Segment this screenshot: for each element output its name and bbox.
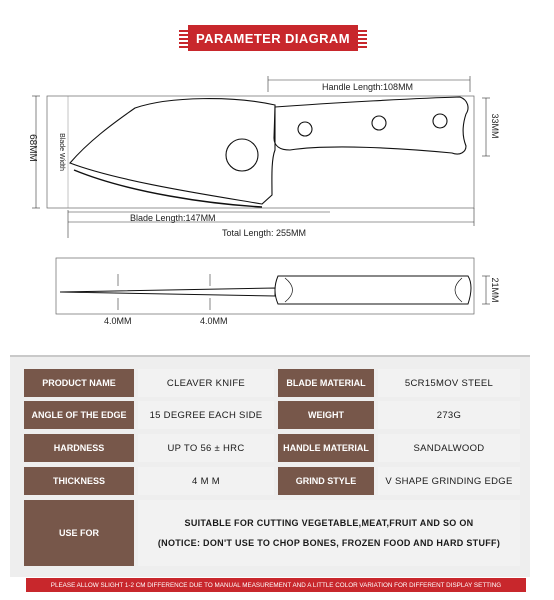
blade-length-label: Blade Length:147MM: [130, 213, 216, 223]
handle-thickness-label: 21MM: [490, 277, 500, 303]
use-for-label: USE FOR: [24, 500, 134, 566]
spine-thickness-label-2: 4.0MM: [200, 316, 228, 326]
use-for-line-1: SUITABLE FOR CUTTING VEGETABLE,MEAT,FRUIT AND SO ON: [184, 518, 474, 528]
blade-outline: [70, 99, 275, 204]
handle-rivet-1: [298, 122, 312, 136]
spec-label: PRODUCT NAME: [24, 369, 134, 397]
spec-value: 15 DEGREE EACH SIDE: [138, 401, 274, 429]
use-for-description: [138, 500, 520, 566]
handle-rivet-3: [433, 114, 447, 128]
blade-width-label: Blade Width: [58, 133, 65, 171]
top-view-frame: [56, 258, 474, 314]
spine-thickness-label-1: 4.0MM: [104, 316, 132, 326]
top-handle-outline: [275, 276, 471, 304]
blade-edge-line: [74, 170, 262, 207]
spec-value: 5CR15MOV STEEL: [378, 369, 520, 397]
knife-side-view: [70, 97, 468, 207]
spec-label: WEIGHT: [278, 401, 374, 429]
spec-table: [10, 355, 530, 577]
total-length-label: Total Length: 255MM: [222, 228, 307, 238]
spec-value: V SHAPE GRINDING EDGE: [378, 467, 520, 495]
use-for-notice: (NOTICE: DON'T USE TO CHOP BONES, FROZEN FOOD AND HARD STUFF): [157, 538, 501, 548]
spec-value: UP TO 56 ± HRC: [138, 434, 274, 462]
handle-outline: [274, 97, 468, 154]
handle-height-label: 33MM: [490, 113, 500, 139]
spec-label: THICKNESS: [24, 467, 134, 495]
blade-hole: [226, 139, 258, 171]
spec-label: HARDNESS: [24, 434, 134, 462]
height-label: 68MM: [27, 134, 38, 162]
handle-length-label: Handle Length:108MM: [322, 82, 414, 92]
reference-frame: [47, 96, 474, 208]
spec-value: 4 M M: [138, 467, 274, 495]
spec-value: SANDALWOOD: [378, 434, 520, 462]
spec-value: CLEAVER KNIFE: [138, 369, 274, 397]
spec-label: GRIND STYLE: [278, 467, 374, 495]
page-title: PARAMETER DIAGRAM: [188, 25, 358, 51]
spec-label: HANDLE MATERIAL: [278, 434, 374, 462]
knife-top-view: [60, 276, 471, 304]
spine-outline: [60, 288, 275, 296]
handle-rivet-2: [372, 116, 386, 130]
spec-label: BLADE MATERIAL: [278, 369, 374, 397]
spec-label: ANGLE OF THE EDGE: [24, 401, 134, 429]
spec-value: 273G: [378, 401, 520, 429]
footer-disclaimer: PLEASE ALLOW SLIGHT 1-2 CM DIFFERENCE DUE TO MANUAL MEASUREMENT AND A LITTLE COLOR VARIATION FOR DIFFERENT DISPLAY SETTING: [26, 578, 526, 592]
